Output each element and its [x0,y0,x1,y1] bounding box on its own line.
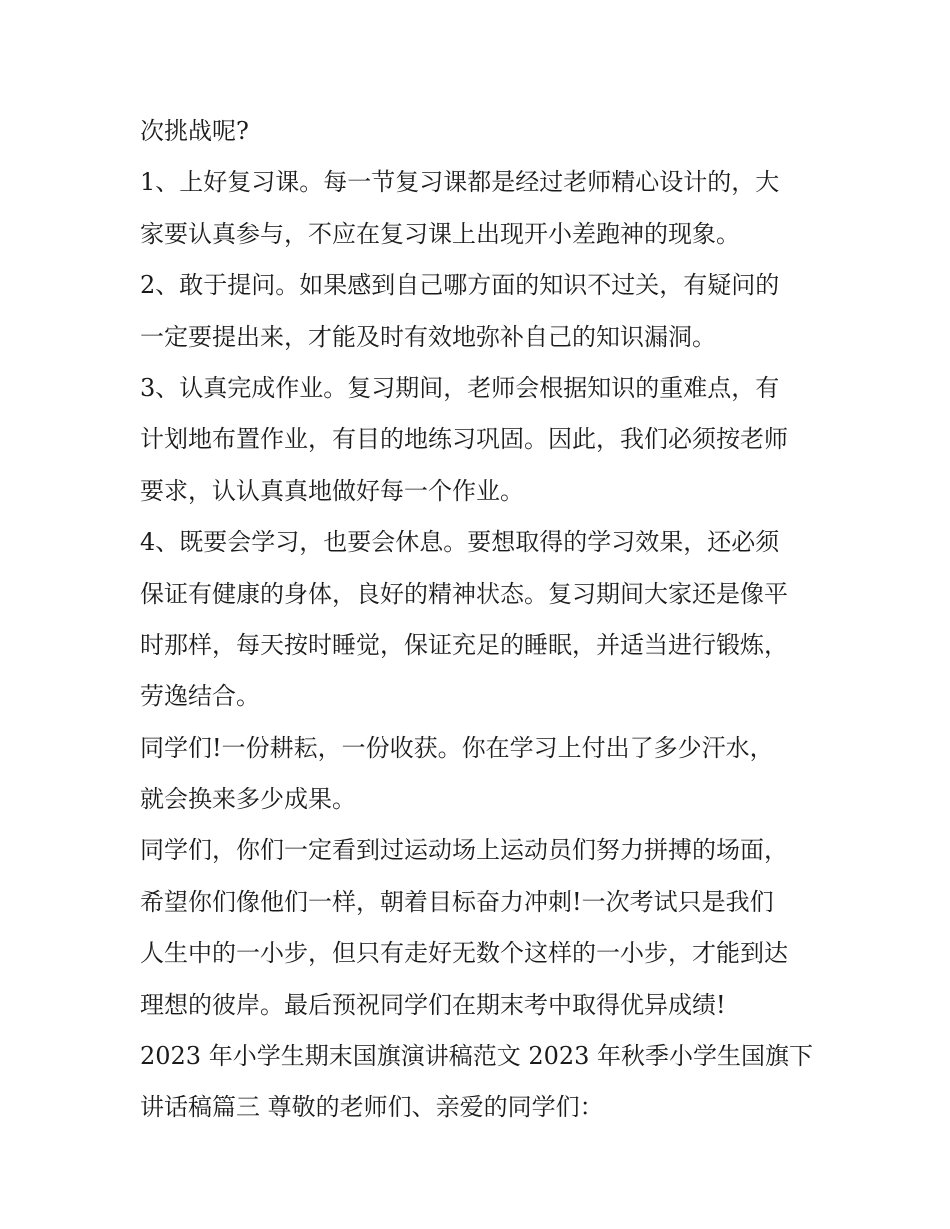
text-line: 4、既要会学习，也要会休息。要想取得的学习效果，还必须 [140,528,780,557]
text-line: 家要认真参与，不应在复习课上出现开小差跑神的现象。 [140,219,740,248]
text-line: 同学们!一份耕耘，一份收获。你在学习上付出了多少汗水， [140,733,774,762]
text-line: 计划地布置作业，有目的地练习巩固。因此，我们必须按老师 [140,425,788,454]
text-line: 1、上好复习课。每一节复习课都是经过老师精心设计的，大 [140,168,780,197]
text-line: 劳逸结合。 [140,682,260,711]
text-line: 一定要提出来，才能及时有效地弥补自己的知识漏洞。 [140,322,716,351]
text-line: 2、敢于提问。如果感到自己哪方面的知识不过关，有疑问的 [140,271,780,300]
text-line: 理想的彼岸。最后预祝同学们在期末考中取得优异成绩! [140,990,726,1019]
text-line: 要求，认认真真地做好每一个作业。 [140,476,524,505]
text-line: 时那样，每天按时睡觉，保证充足的睡眠，并适当进行锻炼， [140,630,788,659]
text-line: 讲话稿篇三 尊敬的老师们、亲爱的同学们： [140,1093,604,1122]
text-line: 保证有健康的身体，良好的精神状态。复习期间大家还是像平 [140,579,788,608]
text-line: 希望你们像他们一样，朝着目标奋力冲刺!一次考试只是我们 [140,887,774,916]
text-line: 2023 年小学生期末国旗演讲稿范文 2023 年秋季小学生国旗下 [140,1042,814,1071]
body-text [140,108,820,1136]
text-line: 人生中的一小步，但只有走好无数个这样的一小步，才能到达 [140,939,788,968]
text-line: 同学们，你们一定看到过运动场上运动员们努力拼搏的场面， [140,836,788,865]
text-line: 3、认真完成作业。复习期间，老师会根据知识的重难点，有 [140,373,780,402]
text-line: 次挑战呢? [140,117,249,145]
text-line: 就会换来多少成果。 [140,785,356,814]
